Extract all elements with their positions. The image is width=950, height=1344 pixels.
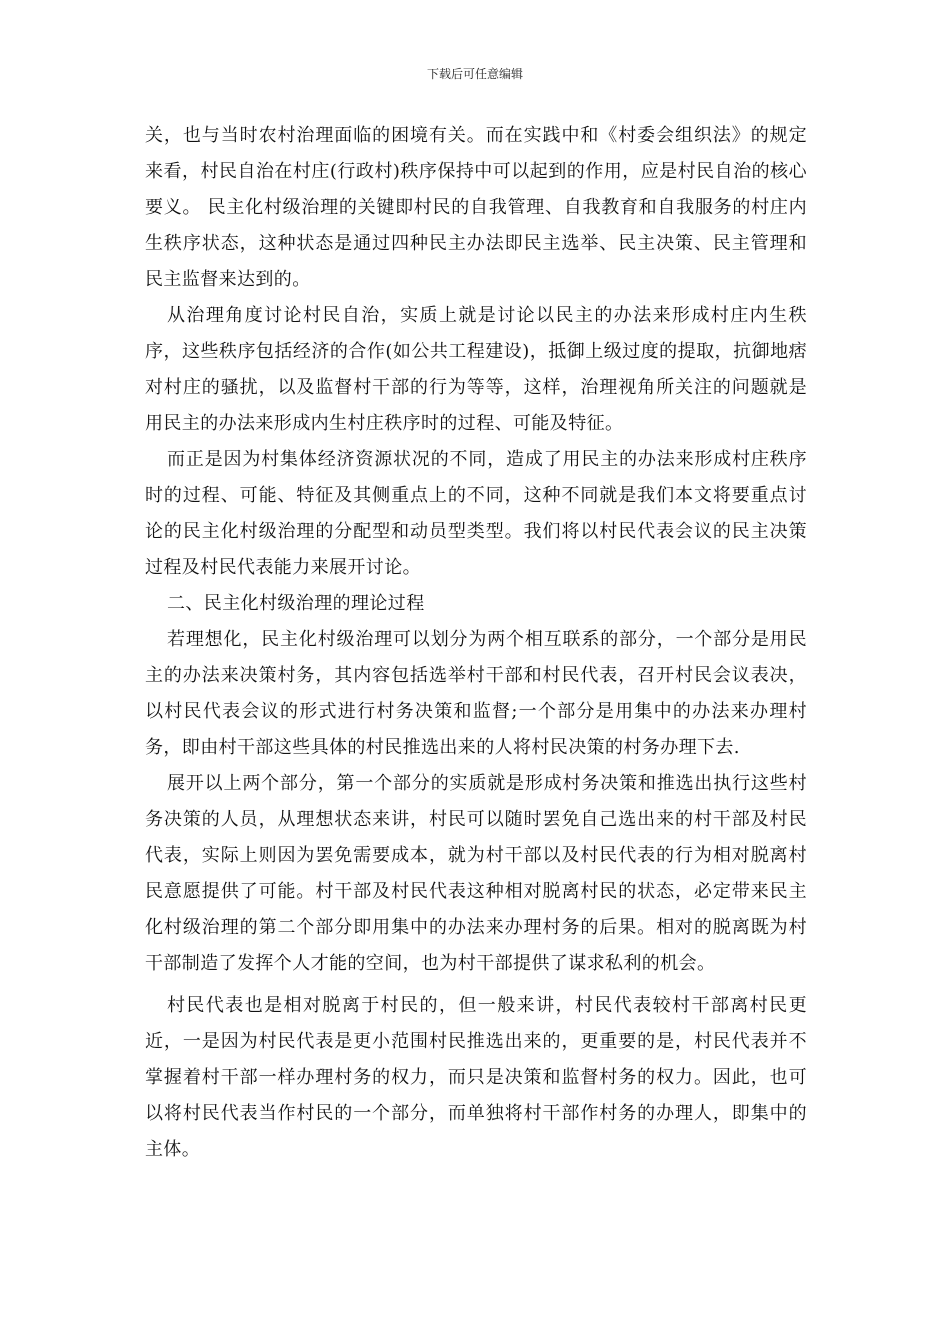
paragraph-2: 从治理角度讨论村民自治，实质上就是讨论以民主的办法来形成村庄内生秩序，这些秩序包括经济的合作(如公共工程建设)，抵御上级过度的提取，抗御地痞对村庄的骚扰，以及监督村干部的行为等等，这样，治理视角所关注的问题就是用民主的办法来形成内生村庄秩序时的过程、可能及特征。: [145, 305, 807, 434]
document-body: [145, 118, 807, 1168]
paragraph-1: 关，也与当时农村治理面临的困境有关。而在实践中和《村委会组织法》的规定来看，村民自治在村庄(行政村)秩序保持中可以起到的作用，应是村民自治的核心要义。 民主化村级治理的关键即村民的自我管理、自我教育和自我服务的村庄内生秩序状态，这种状态是通过四种民主办法即民主选举、民主决策、民主管理和民主监督来达到的。: [145, 125, 807, 290]
paragraph-5: 展开以上两个部分，第一个部分的实质就是形成村务决策和推选出执行这些村务决策的人员，从理想状态来讲，村民可以随时罢免自己选出来的村干部及村民代表，实际上则因为罢免需要成本，就为村干部以及村民代表的行为相对脱离村民意愿提供了可能。村干部及村民代表这种相对脱离村民的状态，必定带来民主化村级治理的第二个部分即用集中的办法来办理村务的后果。相对的脱离既为村干部制造了发挥个人才能的空间，也为村干部提供了谋求私利的机会。: [145, 773, 807, 974]
paragraph-4: 若理想化，民主化村级治理可以划分为两个相互联系的部分，一个部分是用民主的办法来决策村务，其内容包括选举村干部和村民代表，召开村民会议表决，以村民代表会议的形式进行村务决策和监督;一个部分是用集中的办法来办理村务，即由村干部这些具体的村民推选出来的人将村民决策的村务办理下去.: [145, 629, 807, 758]
page-header: 下载后可任意编辑: [426, 67, 523, 81]
paragraph-6: 村民代表也是相对脱离于村民的，但一般来讲，村民代表较村干部离村民更近，一是因为村民代表是更小范围村民推选出来的，更重要的是，村民代表并不掌握着村干部一样办理村务的权力，而只是决策和监督村务的权力。因此，也可以将村民代表当作村民的一个部分，而单独将村干部作村务的办理人，即集中的主体。: [145, 995, 807, 1160]
paragraph-3: 而正是因为村集体经济资源状况的不同，造成了用民主的办法来形成村庄秩序时的过程、可能、特征及其侧重点上的不同，这种不同就是我们本文将要重点讨论的民主化村级治理的分配型和动员型类型。我们将以村民代表会议的民主决策过程及村民代表能力来展开讨论。: [145, 449, 807, 578]
section-heading: 二、民主化村级治理的理论过程: [167, 593, 425, 614]
